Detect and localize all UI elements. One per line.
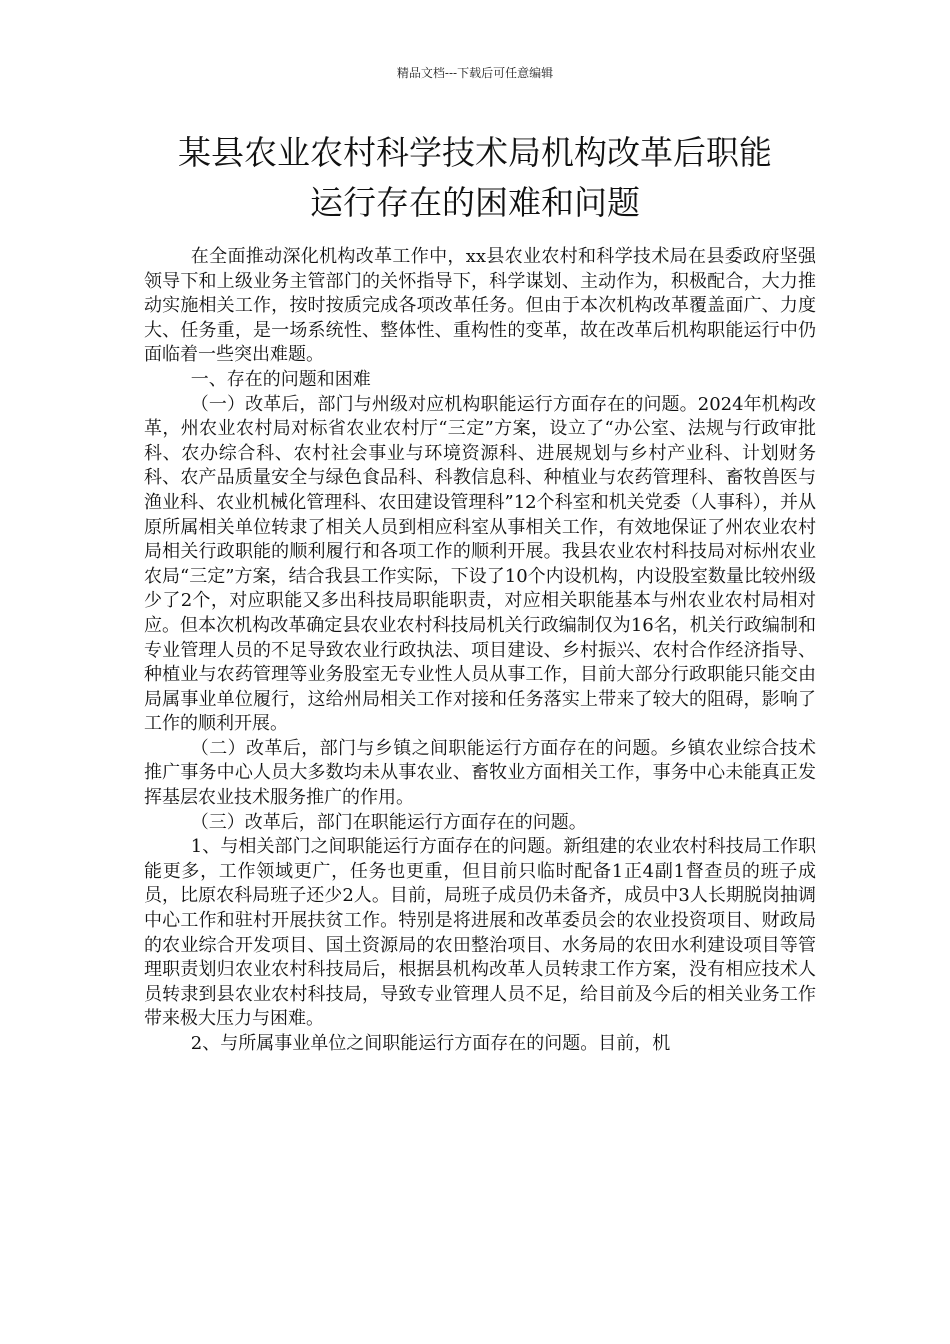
paragraph-subsection-2: （二）改革后，部门与乡镇之间职能运行方面存在的问题。乡镇农业综合技术推广事务中心人员大多数均未从事农业、畜牧业方面相关工作，事务中心未能真正发挥基层农业技术服务推广的作用。 xyxy=(144,737,816,809)
paragraph-subsection-1: （一）改革后，部门与州级对应机构职能运行方面存在的问题。2024年机构改革，州农业农村局对标省农业农村厅“三定”方案，设立了“办公室、法规与行政审批科、农办综合科、农村社会事业与环境资源科、进展规划与乡村产业科、计划财务科、农产品质量安全与绿色食品科、科教信息科、种植业与农药管理科、畜牧兽医与渔业科、农业机械化管理科、农田建设管理科”12个科室和机关党委（人事科），并从原所属相关单位转隶了相关人员到相应科室从事相关工作，有效地保证了州农业农村局相关行政职能的顺利履行和各项工作的顺利开展。我县农业农村科技局对标州农业农局“三定”方案，结合我县工作实际，下设了10个内设机构，内设股室数量比较州级少了2个，对应职能又多出科技局职能职责，对应相关职能基本与州农业农村局相对应。但本次机构改革确定县农业农村科技局机关行政编制仅为16名，机关行政编制和专业管理人员的不足导致农业行政执法、项目建设、乡村振兴、农村合作经济指导、种植业与农药管理等业务股室无专业性人员从事工作，目前大部分行政职能只能交由局属事业单位履行，这给州局相关工作对接和任务落实上带来了较大的阻碍，影响了工作的顺利开展。 xyxy=(144,393,816,735)
paragraph-item-2: 2、与所属事业单位之间职能运行方面存在的问题。目前，机 xyxy=(190,1033,671,1054)
document-body xyxy=(144,245,816,1057)
header-note: 精品文档---下载后可任意编辑 xyxy=(396,66,554,80)
title-line-2: 运行存在的困难和问题 xyxy=(310,183,640,222)
document-title xyxy=(120,128,830,228)
subsection-heading-3: （三）改革后，部门在职能运行方面存在的问题。 xyxy=(190,811,587,833)
paragraph-item-1: 1、与相关部门之间职能运行方面存在的问题。新组建的农业农村科技局工作职能更多，工作领域更广，任务也更重，但目前只临时配备1正4副1督查员的班子成员，比原农科局班子还少2人。目前，局班子成员仍未备齐，成员中3人长期脱岗抽调中心工作和驻村开展扶贫工作。特别是将进展和改革委员会的农业投资项目、财政局的农业综合开发项目、国土资源局的农田整治项目、水务局的农田水利建设项目等管理职责划归农业农村科技局后，根据县机构改革人员转隶工作方案，没有相应技术人员转隶到县农业农村科技局，导致专业管理人员不足，给目前及今后的相关业务工作带来极大压力与困难。 xyxy=(144,836,816,1030)
section-heading-1: 一、存在的问题和困难 xyxy=(190,368,371,390)
title-line-1: 某县农业农村科学技术局机构改革后职能 xyxy=(178,133,772,172)
paragraph-intro: 在全面推动深化机构改革工作中，xx县农业农村和科学技术局在县委政府坚强领导下和上级业务主管部门的关怀指导下，科学谋划、主动作为，积极配合，大力推动实施相关工作，按时按质完成各项改革任务。但由于本次机构改革覆盖面广、力度大、任务重，是一场系统性、整体性、重构性的变革，故在改革后机构职能运行中仍面临着一些突出难题。 xyxy=(144,246,816,366)
